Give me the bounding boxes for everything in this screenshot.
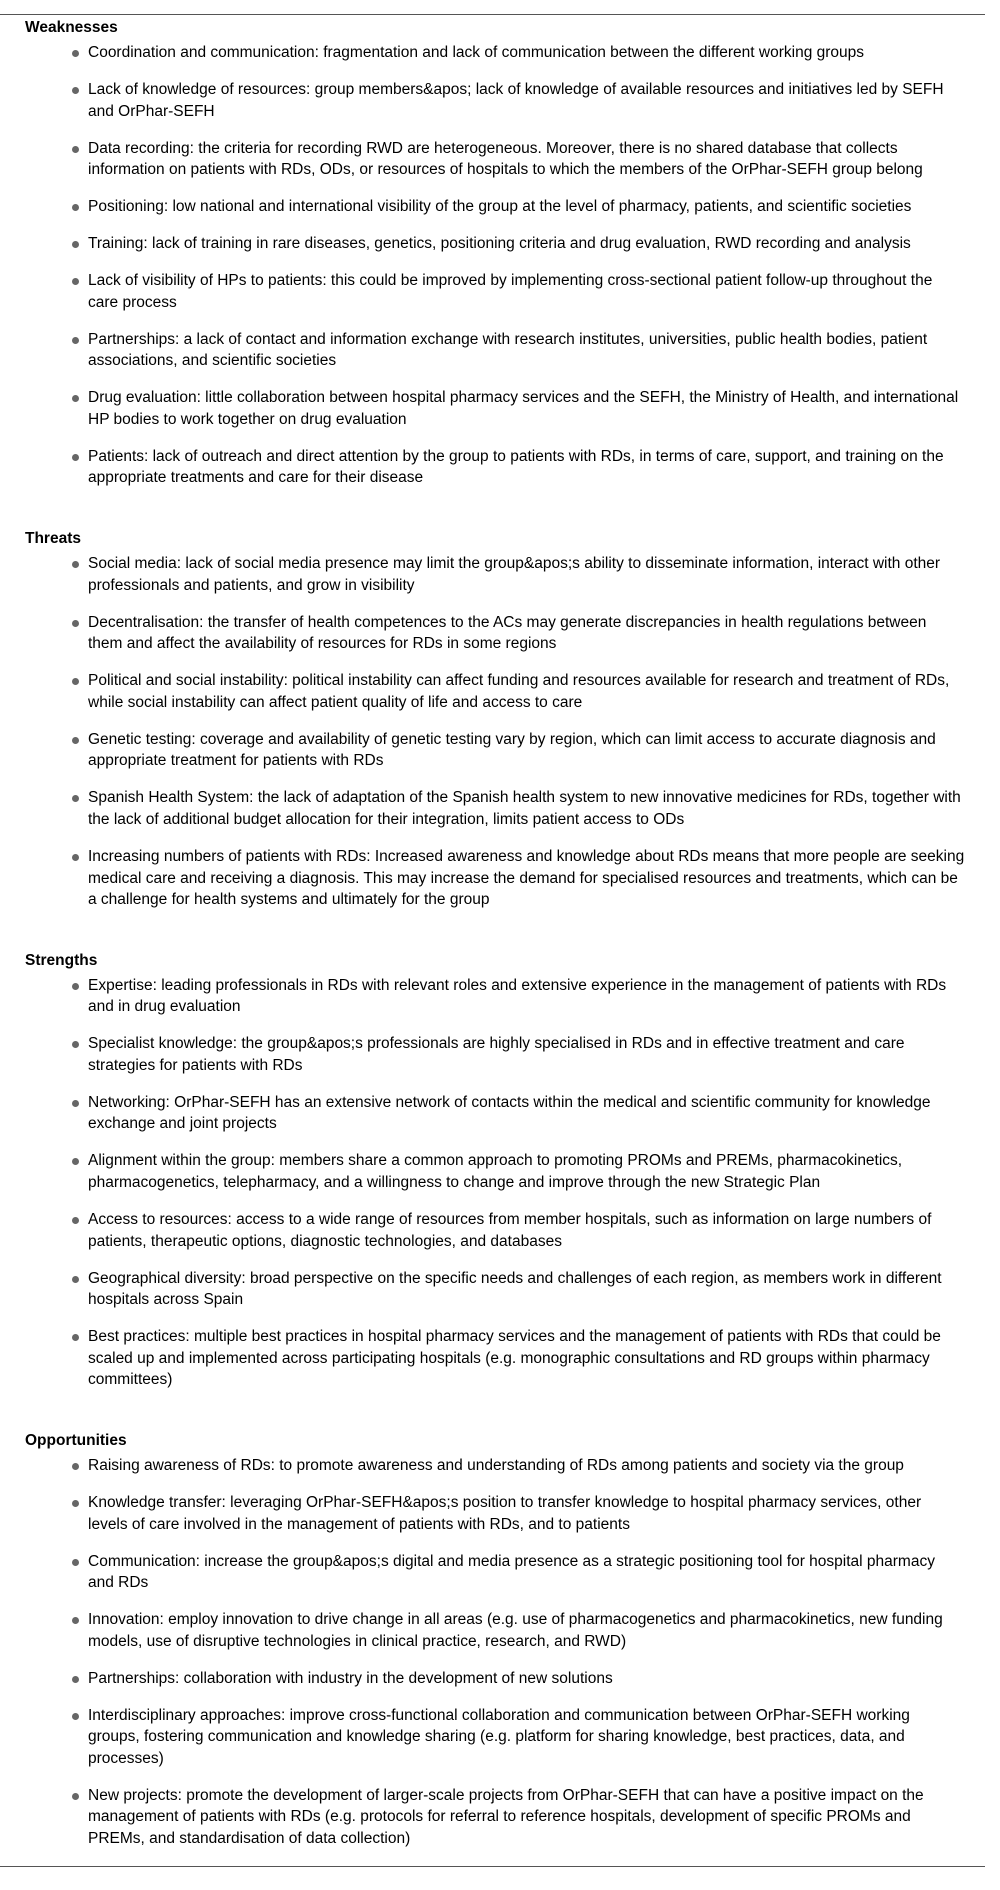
list-item-text: Interdisciplinary approaches: improve cross-functional collaboration and communication between OrPhar-SEFH working groups, fostering communication and knowledge sharing (e.g. platform for sharing knowledge, best practices, data, and processes) <box>88 1706 910 1767</box>
list-item-text: Partnerships: a lack of contact and information exchange with research institutes, universities, public health bodies, patient associations, and scientific societies <box>88 330 928 370</box>
list-item <box>88 233 965 255</box>
bullet-icon <box>72 1617 79 1624</box>
list-item-text: Decentralisation: the transfer of health competences to the ACs may generate discrepancies in health regulations between them and affect the availability of resources for RDs in some regions <box>88 613 927 653</box>
section-heading: Threats <box>25 530 81 548</box>
section-opportunities <box>25 1431 965 1850</box>
list-item <box>88 787 965 830</box>
list-item <box>88 1326 965 1391</box>
bullet-icon <box>72 1217 79 1224</box>
list-item-text: Social media: lack of social media presence may limit the group&apos;s ability to disseminate information, interact with other professionals and patients, and grow in visibility <box>88 555 941 594</box>
list-item <box>88 1609 965 1652</box>
bullet-icon <box>72 1158 79 1165</box>
list-item-text: Geographical diversity: broad perspective on the specific needs and challenges of each region, as members work in different hospitals across Spain <box>88 1269 942 1309</box>
list-item <box>88 670 965 713</box>
list-item <box>88 446 965 489</box>
list-item-text: Lack of knowledge of resources: group members&apos; lack of knowledge of available resources and initiatives led by SEFH and OrPhar-SEFH <box>88 80 944 120</box>
list-item-text: Raising awareness of RDs: to promote awareness and understanding of RDs among patients and society via the group <box>88 1456 904 1474</box>
list-item <box>88 553 965 596</box>
list-item <box>88 1492 965 1535</box>
list-item <box>88 42 965 64</box>
bullet-icon <box>72 1463 79 1470</box>
bullet-icon <box>72 983 79 990</box>
list-item <box>88 1209 965 1252</box>
list-item-text: Partnerships: collaboration with industry in the development of new solutions <box>88 1669 613 1687</box>
bullet-icon <box>72 854 79 861</box>
bullet-icon <box>72 1559 79 1566</box>
bullet-icon <box>72 678 79 685</box>
bullet-icon <box>72 278 79 285</box>
bullet-icon <box>72 146 79 153</box>
list-item <box>88 1268 965 1311</box>
bottom-rule <box>0 1866 985 1867</box>
bullet-icon <box>72 1100 79 1107</box>
list-item <box>88 729 965 772</box>
bullet-list <box>25 42 965 489</box>
list-item-text: Knowledge transfer: leveraging OrPhar-SEFH&apos;s position to transfer knowledge to hospital pharmacy services, other levels of care involved in the management of patients with RDs, and to patients <box>88 1493 922 1533</box>
list-item-text: Specialist knowledge: the group&apos;s professionals are highly specialised in RDs and in effective treatment and care strategies for patients with RDs <box>88 1035 905 1074</box>
section-heading: Weaknesses <box>25 19 118 36</box>
section-threats <box>25 529 965 911</box>
list-item <box>88 387 965 430</box>
bullet-icon <box>72 87 79 94</box>
section-weaknesses <box>25 18 965 489</box>
list-item <box>88 329 965 372</box>
list-item <box>88 1668 965 1690</box>
list-item <box>88 138 965 181</box>
list-item-text: Access to resources: access to a wide range of resources from member hospitals, such as information on large numbers of patients, therapeutic options, diagnostic technologies, and databases <box>88 1211 932 1250</box>
bullet-icon <box>72 1276 79 1283</box>
section-heading: Opportunities <box>25 1431 127 1449</box>
list-item <box>88 1705 965 1770</box>
bullet-icon <box>72 795 79 802</box>
bullet-icon <box>72 737 79 744</box>
bullet-list <box>25 975 965 1391</box>
list-item <box>88 612 965 655</box>
list-item-text: Expertise: leading professionals in RDs with relevant roles and extensive experience in the management of patients with RDs and in drug evaluation <box>88 976 947 1016</box>
list-item-text: Data recording: the criteria for recording RWD are heterogeneous. Moreover, there is no shared database that collects information on patients with RDs, ODs, or resources of hospitals to which the members of the OrPhar-SEFH group belong <box>88 139 923 179</box>
list-item-text: Political and social instability: political instability can affect funding and resources available for research and treatment of RDs, while social instability can affect patient quality of life and access to care <box>88 672 950 711</box>
list-item <box>88 270 965 313</box>
list-item <box>88 1150 965 1193</box>
list-item-text: Alignment within the group: members share a common approach to promoting PROMs and PREMs, pharmacokinetics, pharmacogenetics, telepharmacy, and a willingness to change and improve through the new Strategic Plan <box>88 1152 903 1192</box>
section-strengths <box>25 951 965 1391</box>
list-item-text: Training: lack of training in rare diseases, genetics, positioning criteria and drug evaluation, RWD recording and analysis <box>88 235 911 253</box>
list-item-text: Networking: OrPhar-SEFH has an extensive network of contacts within the medical and scientific community for knowledge exchange and joint projects <box>88 1093 931 1133</box>
list-item-text: Positioning: low national and international visibility of the group at the level of pharmacy, patients, and scientific societies <box>88 198 912 216</box>
bullet-icon <box>72 1500 79 1507</box>
bullet-icon <box>72 1041 79 1048</box>
list-item-text: Patients: lack of outreach and direct attention by the group to patients with RDs, in terms of care, support, and training on the appropriate treatments and care for their disease <box>88 447 944 487</box>
section-heading: Strengths <box>25 951 98 969</box>
list-item <box>88 1455 965 1477</box>
bullet-list <box>25 1455 965 1850</box>
list-item-text: Best practices: multiple best practices in hospital pharmacy services and the management of patients with RDs that could be scaled up and implemented across participating hospitals (e.g. monographic consultations and RD groups within pharmacy committees) <box>88 1328 941 1389</box>
bullet-icon <box>72 50 79 57</box>
list-item <box>88 1092 965 1135</box>
list-item-text: Communication: increase the group&apos;s digital and media presence as a strategic positioning tool for hospital pharmacy and RDs <box>88 1552 935 1592</box>
bullet-icon <box>72 337 79 344</box>
list-item-text: Genetic testing: coverage and availability of genetic testing vary by region, which can limit access to accurate diagnosis and appropriate treatment for patients with RDs <box>88 730 936 770</box>
list-item <box>88 79 965 122</box>
bullet-icon <box>72 1334 79 1341</box>
list-item-text: New projects: promote the development of larger-scale projects from OrPhar-SEFH that can have a positive impact on the management of patients with RDs (e.g. protocols for referral to reference hospitals, development of specific PROMs and PREMs, and standardisation of data collection) <box>88 1786 924 1848</box>
bullet-icon <box>72 454 79 461</box>
list-item <box>88 1033 965 1076</box>
list-item-text: Coordination and communication: fragmentation and lack of communication between the different working groups <box>88 44 865 61</box>
bullet-list <box>25 553 965 911</box>
list-item-text: Drug evaluation: little collaboration between hospital pharmacy services and the SEFH, the Ministry of Health, and international HP bodies to work together on drug evaluation <box>88 389 959 428</box>
bullet-icon <box>72 1676 79 1683</box>
bullet-icon <box>72 1793 79 1800</box>
top-rule <box>0 14 985 15</box>
swot-document <box>25 18 965 1890</box>
list-item-text: Increasing numbers of patients with RDs: Increased awareness and knowledge about RDs means that more people are seeking medical care and receiving a diagnosis. This may increase the demand for specialised resources and treatments, which can be a challenge for health systems and ultimately for the group <box>88 847 965 909</box>
bullet-icon <box>72 395 79 402</box>
list-item-text: Lack of visibility of HPs to patients: this could be improved by implementing cross-sectional patient follow-up throughout the care process <box>88 272 933 311</box>
bullet-icon <box>72 204 79 211</box>
bullet-icon <box>72 561 79 568</box>
bullet-icon <box>72 241 79 248</box>
list-item <box>88 846 965 911</box>
list-item-text: Innovation: employ innovation to drive change in all areas (e.g. use of pharmacogenetics and pharmacokinetics, new funding models, use of disruptive technologies in clinical practice, research, and RWD) <box>88 1611 943 1650</box>
list-item-text: Spanish Health System: the lack of adaptation of the Spanish health system to new innovative medicines for RDs, together with the lack of additional budget allocation for their integration, limits patient access to ODs <box>88 789 961 828</box>
bullet-icon <box>72 620 79 627</box>
bullet-icon <box>72 1713 79 1720</box>
list-item <box>88 1785 965 1850</box>
list-item <box>88 975 965 1018</box>
list-item <box>88 196 965 218</box>
list-item <box>88 1551 965 1594</box>
